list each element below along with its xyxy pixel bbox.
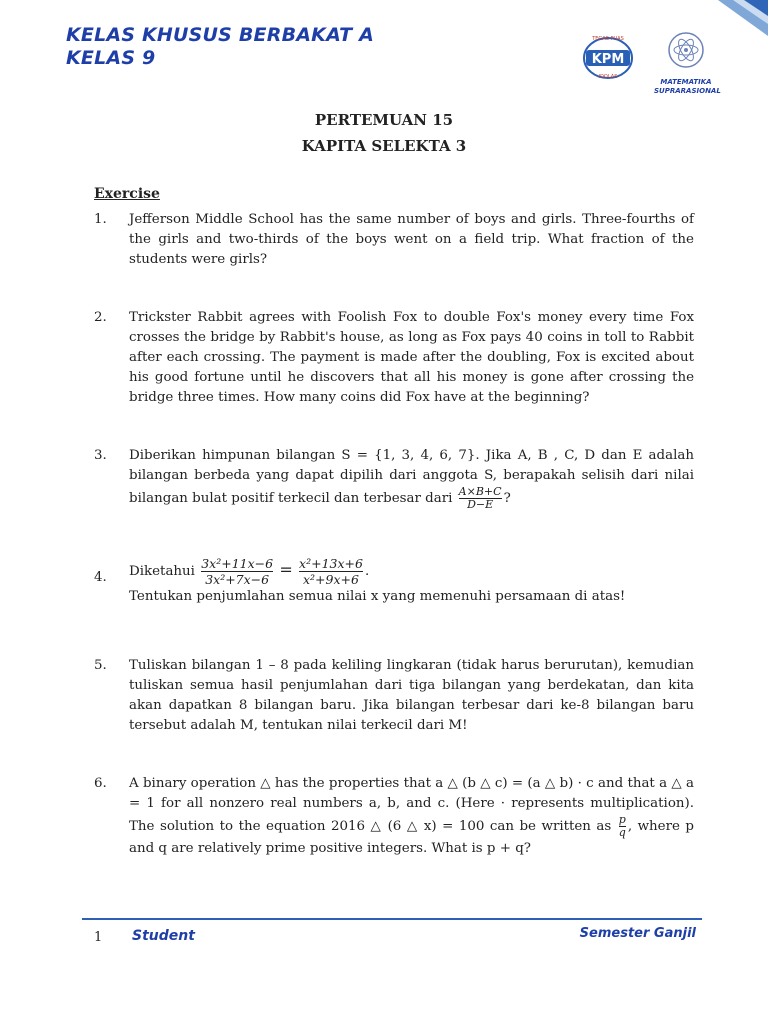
header-class: KELAS 9 <box>66 47 156 69</box>
question-text: A binary operation △ has the properties that a △ (b △ c) = (a △ b) · c and that a △ a = 1 for all nonzero real numbers a, b, and c. (Here · represents multiplication). The solution to the equation 2016 △ (6 △ x) = 100 can be written as $\frac{p}{q}$ , where p and q are relatively prime positive integers. What is p + q? <box>129 776 694 856</box>
question-6 <box>94 774 694 859</box>
question-number: 6. <box>94 776 107 791</box>
math-logo-line1: MATEMATIKA <box>660 78 712 86</box>
fraction: $\frac{p}{q}$ <box>618 813 626 839</box>
question-text: Tentukan penjumlahan semua nilai x yang memenuhi persamaan di atas! <box>129 589 626 604</box>
question-text: Diberikan himpunan bilangan S = {1, 3, 4, 6, 7}. Jika A, B , C, D dan E adalah bilangan berbeda yang dapat dipilih dari anggota S, berapakah selisih dari nilai bilangan bulat positif terkecil dan terbesar dari $\frac{A\times B+C}{D-E}$ ? <box>129 448 694 511</box>
question-number: 3. <box>94 448 107 463</box>
question-number: 4. <box>94 570 107 585</box>
section-heading: Exercise <box>94 186 160 202</box>
question-1 <box>94 210 694 270</box>
question-3 <box>94 446 694 511</box>
kpm-logo <box>572 28 644 86</box>
question-equation: Diketahui $\frac{\text{3x²+11x−6}}{\text{3x²+7x−6}}$ = $\frac{\text{x²+13x+6}}{\text{x²+9x+6}}$ . Tentukan penjumlahan semua nilai x yang memenuhi persamaan di atas! <box>129 556 694 607</box>
svg-text:TEGAS PUAS: TEGAS PUAS <box>592 36 624 42</box>
question-number: 5. <box>94 658 107 673</box>
question-text: Trickster Rabbit agrees with Foolish Fox to double Fox's money every time Fox crosses the bridge by Rabbit's house, as long as Fox pays 40 coins in toll to Rabbit after each crossing. The payment is made after the doubling, Fox is excited about his good fortune until he discovers that all his money is gone after crossing the bridge three times. How many coins did Fox have at the beginning? <box>129 310 694 405</box>
question-number: 2. <box>94 310 107 325</box>
page-number: 1 <box>94 930 103 945</box>
atom-icon <box>666 28 706 74</box>
footer-divider <box>82 918 702 920</box>
math-logo <box>654 28 721 100</box>
question-text: Jefferson Middle School has the same number of boys and girls. Three-fourths of the girls and two-thirds of the boys went on a field trip. What fraction of the students were girls? <box>129 212 694 267</box>
header-title: KELAS KHUSUS BERBAKAT A <box>66 24 375 46</box>
question-5 <box>94 656 694 736</box>
footer-semester: Semester Ganjil <box>579 926 696 941</box>
fraction-lhs: $\frac{\text{3x²+11x−6}}{\text{3x²+7x−6}}$ <box>201 556 274 587</box>
svg-text:KPM: KPM <box>591 52 625 67</box>
math-logo-line2: SUPRARASIONAL <box>654 87 721 95</box>
footer-student: Student <box>132 928 195 944</box>
question-4 <box>94 556 694 607</box>
meeting-title: PERTEMUAN 15 <box>314 111 454 129</box>
question-text: Tuliskan bilangan 1 – 8 pada keliling lingkaran (tidak harus berurutan), kemudian tuliskan semua hasil penjumlahan dari tiga bilangan yang berdekatan, dan kita akan dapatkan 8 bilangan baru. Jika bilangan terbesar dari ke-8 bilangan baru tersebut adalah M, tentukan nilai terkecil dari M! <box>129 658 694 733</box>
question-2 <box>94 308 694 408</box>
fraction-rhs: $\frac{\text{x²+13x+6}}{\text{x²+9x+6}}$ <box>299 556 363 587</box>
topic-title: KAPITA SELEKTA 3 <box>301 137 467 155</box>
svg-text:IDOLAS: IDOLAS <box>598 74 618 80</box>
question-number: 1. <box>94 212 107 227</box>
fraction: $\frac{A\times B+C}{D-E}$ <box>458 485 502 511</box>
